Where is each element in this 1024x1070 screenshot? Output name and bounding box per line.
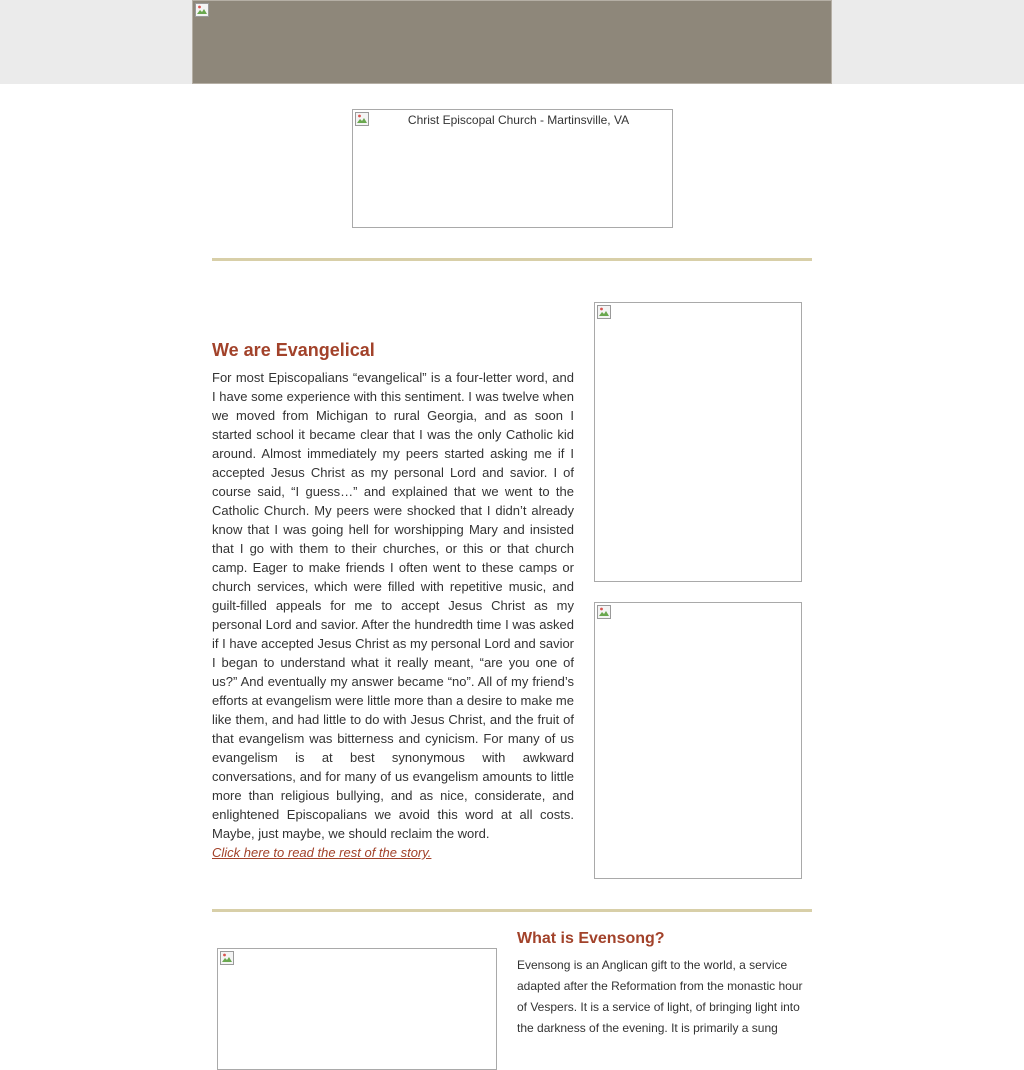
evensong-body: Evensong is an Anglican gift to the world, a service adapted after the Reformation from the monastic hour of Vespers. It is a service of light, of bringing light into the darkness of the evening. It is primarily a sung [517,958,803,1035]
article-evangelical [212,339,574,862]
broken-image-icon [597,605,611,619]
divider [212,258,812,261]
article-title: We are Evangelical [212,340,375,360]
divider [212,909,812,912]
article-evensong [517,929,809,1039]
article-side-image [594,302,802,582]
broken-image-icon [597,305,611,319]
broken-image-icon [220,951,234,965]
header-banner-image [192,0,832,84]
article-side-image [594,602,802,879]
read-more-link[interactable]: Click here to read the rest of the story. [212,845,432,860]
broken-image-icon [195,3,209,17]
evensong-image [217,948,497,1070]
church-logo-image[interactable] [352,109,673,228]
logo-alt-text: Christ Episcopal Church - Martinsville, VA [407,113,630,127]
evensong-title: What is Evensong? [517,930,665,947]
article-body: For most Episcopalians “evangelical” is a four-letter word, and I have some experience with this sentiment. I was twelve when we moved from Michigan to rural Georgia, and as soon I started school it became clear that I was the only Catholic kid around. Almost immediately my peers started asking me if I accepted Jesus Christ as my personal Lord and savior. I of course said, “I guess…” and explained that we went to the Catholic Church. My peers were shocked that I didn’t already know that I was going hell for worshipping Mary and insisted that I go with them to their churches, or this or that church camp. Eager to make friends I often went to these camps or church services, which were filled with repetitive music, and guilt-filled appeals for me to accept Jesus Christ as my personal Lord and savior. After the hundredth time I was asked if I have accepted Jesus Christ as my personal Lord and savior I began to understand what it really meant, “are you one of us?” And eventually my answer became “no”. All of my friend’s efforts at evangelism were little more than a desire to make me like them, and had little to do with Jesus Christ, and the fruit of that evangelism was bitterness and cynicism. For many of us evangelism is at best synonymous with awkward conversations, and for many of us evangelism amounts to little more than religious bullying, and as nice, considerate, and enlightened Episcopalians we avoid this word at all costs. Maybe, just maybe, we should reclaim the word. [212,370,575,841]
